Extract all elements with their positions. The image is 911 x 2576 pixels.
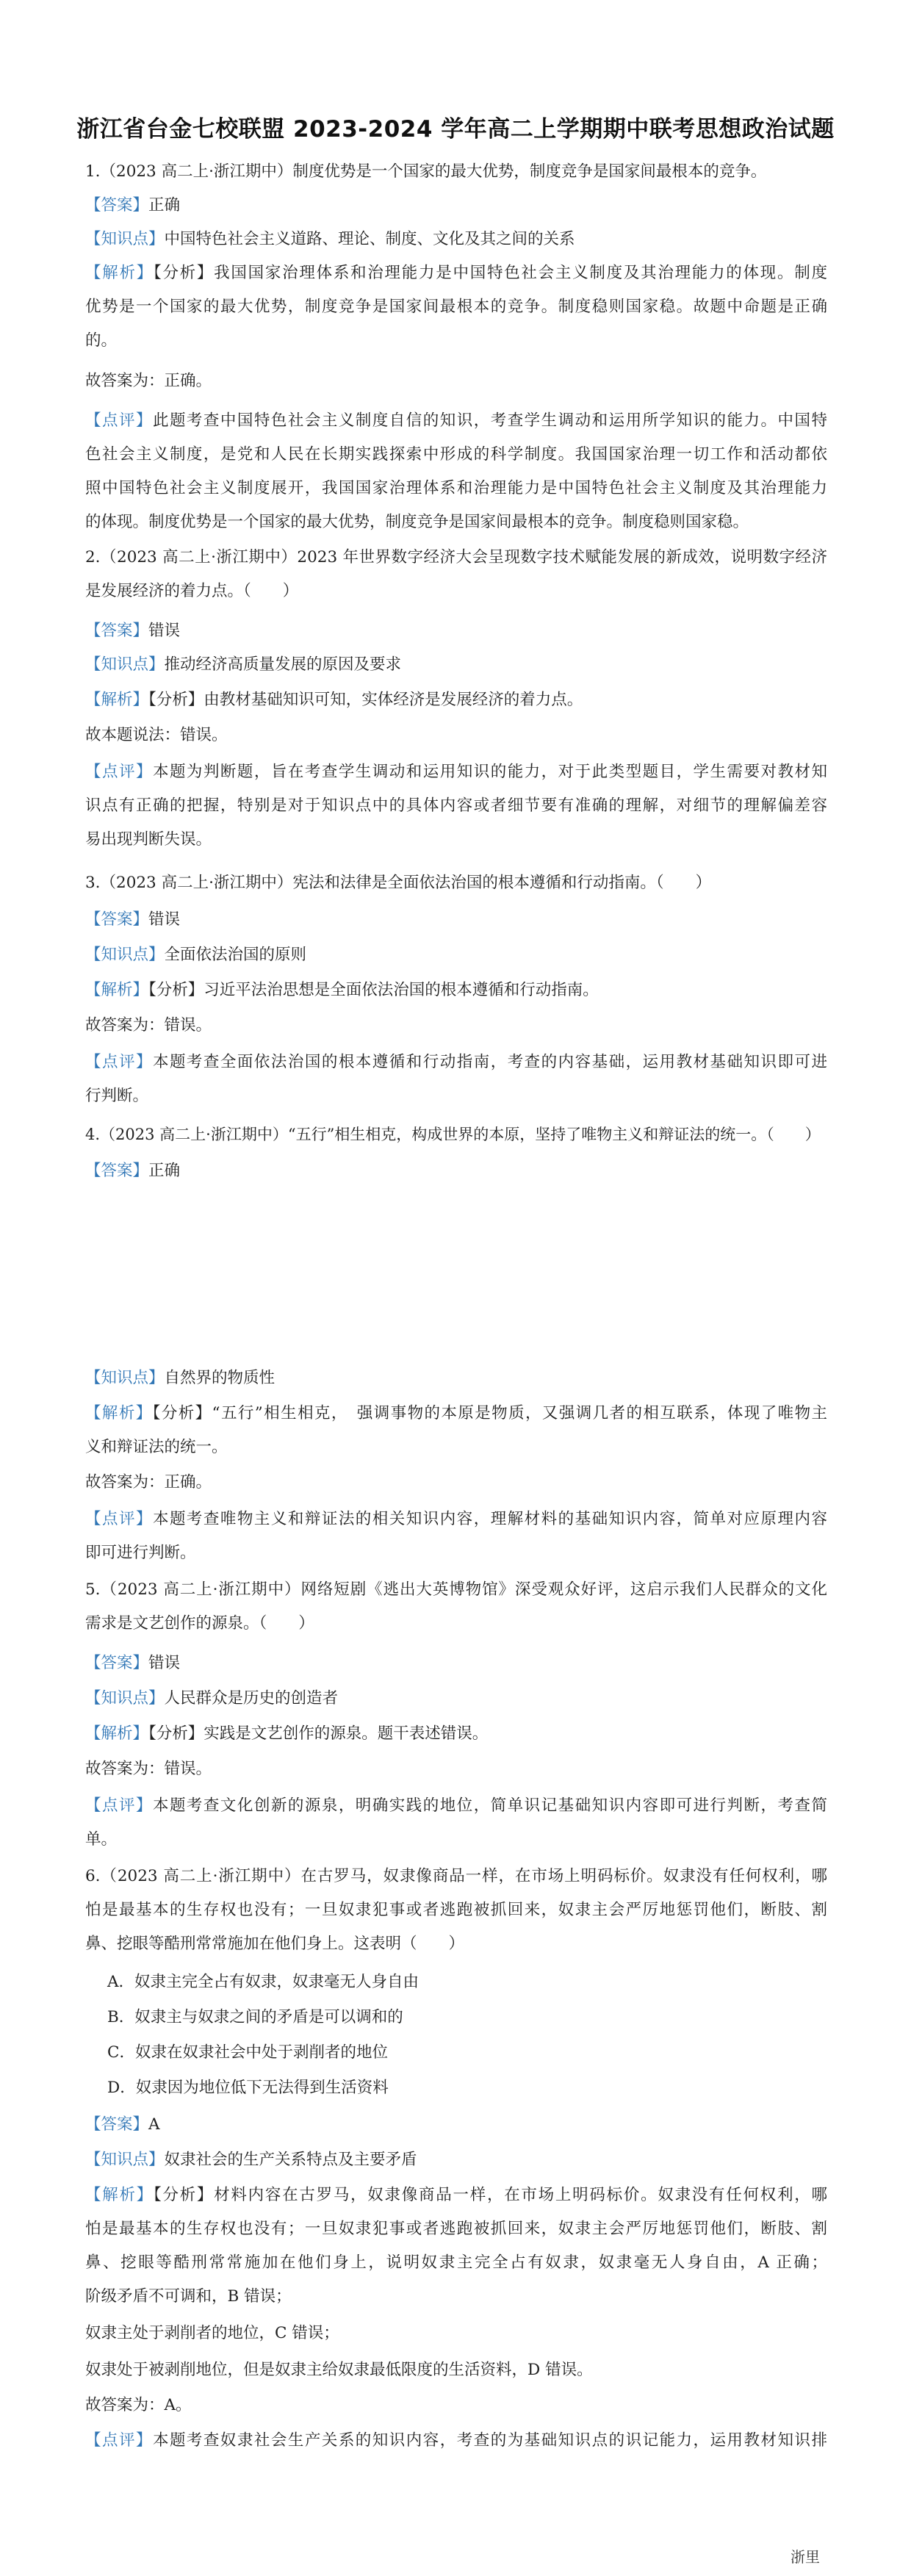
q6-option-a: A．奴隶主完全占有奴隶，奴隶毫无人身自由: [107, 1973, 420, 1991]
q5-knowledge-point: [85, 1688, 827, 1710]
q5-stem-line: 需求是文艺创作的源泉。（ ）: [85, 1614, 314, 1633]
knowledge-point-tag: 【知识点】: [85, 1369, 165, 1387]
q4-analysis-line: 【解析】【分析】“五行”相生相克， 强调事物的本原是物质，又强调几者的相互联系，体现了唯物主: [85, 1404, 827, 1422]
comment-tag: 【点评】: [85, 411, 153, 430]
q1-analysis-line: 【解析】【分析】我国国家治理体系和治理能力是中国特色社会主义制度及其治理能力的体现。制度: [85, 264, 827, 282]
comment-tag: 【点评】: [85, 2431, 153, 2450]
analysis-tag: 【解析】: [85, 981, 149, 999]
q6-analysis-line: 【解析】【分析】材料内容在古罗马，奴隶像商品一样，在市场上明码标价。奴隶没有任何权利，哪: [85, 2186, 827, 2204]
q5-stem-line: 5.（2023 高二上·浙江期中）网络短剧《逃出大英博物馆》深受观众好评，这启示我们人民群众的文化: [85, 1580, 827, 1599]
q3-answer: [85, 909, 827, 931]
knowledge-point-tag: 【知识点】: [85, 946, 165, 964]
answer-tag: 【答案】: [85, 1162, 149, 1180]
comment-tag: 【点评】: [85, 1510, 153, 1528]
q6-conclusion: 故答案为：A。: [85, 2396, 192, 2414]
q1-comment-line: 照中国特色社会主义制度展开，我国国家治理体系和治理能力是中国特色社会主义制度及其治理能力: [85, 479, 827, 497]
q3-knowledge-point: [85, 944, 827, 966]
q6-analysis-line: 阶级矛盾不可调和，B 错误；: [85, 2287, 292, 2306]
comment-tag: 【点评】: [85, 763, 153, 781]
q4-answer: [85, 1160, 827, 1182]
answer-value: 错误: [148, 622, 181, 640]
knowledge-point-tag: 【知识点】: [85, 655, 165, 674]
knowledge-point-tag: 【知识点】: [85, 230, 165, 248]
answer-value: 错误: [148, 910, 181, 929]
analysis-tag: 【解析】: [85, 691, 149, 709]
comment-tag: 【点评】: [85, 1053, 153, 1071]
q6-stem-line: 怕是最基本的生存权也没有；一旦奴隶犯事或者逃跑被抓回来，奴隶主会严厉地惩罚他们，断肢、割: [85, 1901, 827, 1919]
q6-option-c: C．奴隶在奴隶社会中处于剥削者的地位: [107, 2043, 388, 2062]
answer-tag: 【答案】: [85, 1654, 149, 1672]
q2-knowledge-point: [85, 654, 827, 676]
q5-conclusion: 故答案为：错误。: [85, 1760, 212, 1778]
q2-comment-line: 易出现判断失误。: [85, 830, 212, 849]
knowledge-point-tag: 【知识点】: [85, 1689, 165, 1708]
q2-comment-line: 识点有正确的把握，特别是对于知识点中的具体内容或者细节要有准确的理解，对细节的理解偏差容: [85, 796, 827, 815]
knowledge-point-value: 中国特色社会主义道路、理论、制度、文化及其之间的关系: [164, 230, 575, 248]
q2-answer: [85, 620, 827, 642]
q4-knowledge-point: [85, 1367, 827, 1389]
q2-stem-line: 是发展经济的着力点。（ ）: [85, 582, 299, 600]
q6-analysis-line: 怕是最基本的生存权也没有；一旦奴隶犯事或者逃跑被抓回来，奴隶主会严厉地惩罚他们，断肢、割: [85, 2220, 827, 2238]
page-footer: 浙里: [791, 2548, 820, 2566]
q1-analysis-line: 的。: [85, 331, 118, 350]
knowledge-point-value: 奴隶社会的生产关系特点及主要矛盾: [164, 2151, 417, 2169]
answer-tag: 【答案】: [85, 910, 149, 929]
q2-conclusion: 故本题说法：错误。: [85, 726, 228, 744]
q6-comment-line: 【点评】本题考查奴隶社会生产关系的知识内容，考查的为基础知识点的识记能力，运用教材知识排: [85, 2431, 827, 2450]
knowledge-point-value: 人民群众是历史的创造者: [164, 1689, 339, 1708]
q4-comment-line: 即可进行判断。: [85, 1544, 196, 1562]
analysis-tag: 【解析】: [85, 1724, 149, 1743]
knowledge-point-tag: 【知识点】: [85, 2151, 165, 2169]
answer-value: 正确: [148, 196, 181, 215]
q3-conclusion: 故答案为：错误。: [85, 1016, 212, 1035]
q1-analysis-line: 优势是一个国家的最大优势，制度竞争是国家间最根本的竞争。制度稳则国家稳。故题中命题是正确: [85, 298, 827, 316]
answer-value: A: [148, 2115, 160, 2134]
q1-conclusion: 故答案为：正确。: [85, 372, 212, 390]
q2-comment-line: 【点评】本题为判断题，旨在考查学生调动和运用知识的能力，对于此类型题目，学生需要对教材知: [85, 763, 827, 781]
q1-answer: [85, 195, 827, 217]
answer-value: 正确: [148, 1162, 181, 1180]
q6-knowledge-point: [85, 2149, 827, 2171]
q6-option-b: B．奴隶主与奴隶之间的矛盾是可以调和的: [107, 2008, 403, 2026]
analysis-tag: 【解析】: [85, 2186, 154, 2204]
q6-analysis-line: 奴隶处于被剥削地位，但是奴隶主给奴隶最低限度的生活资料，D 错误。: [85, 2361, 593, 2379]
q1-comment-line: 色社会主义制度，是党和人民在长期实践探索中形成的科学制度。我国国家治理一切工作和活动都依: [85, 445, 827, 464]
answer-value: 错误: [148, 1654, 181, 1672]
q5-analysis-line: 【解析】【分析】实践是文艺创作的源泉。题干表述错误。: [85, 1724, 489, 1743]
q3-comment-line: 行判断。: [85, 1087, 149, 1105]
q5-comment-line: 单。: [85, 1830, 118, 1849]
answer-tag: 【答案】: [85, 622, 149, 640]
q1-knowledge-point: [85, 229, 827, 251]
q1-comment-line: 的体现。制度优势是一个国家的最大优势，制度竞争是国家间最根本的竞争。制度稳则国家稳。: [85, 513, 749, 531]
answer-tag: 【答案】: [85, 2115, 149, 2134]
comment-tag: 【点评】: [85, 1796, 153, 1815]
q4-comment-line: 【点评】本题考查唯物主义和辩证法的相关知识内容，理解材料的基础知识内容，简单对应原理内容: [85, 1510, 827, 1528]
q6-analysis-line: 奴隶主处于剥削者的地位，C 错误；: [85, 2324, 339, 2342]
page-title: 浙江省台金七校联盟 2023-2024 学年高二上学期期中联考思想政治试题: [76, 116, 835, 143]
analysis-tag: 【解析】: [85, 1404, 153, 1422]
q3-comment-line: 【点评】本题考查全面依法治国的根本遵循和行动指南，考查的内容基础，运用教材基础知识即可进: [85, 1053, 827, 1071]
q6-stem-line: 鼻、挖眼等酷刑常常施加在他们身上。这表明（ ）: [85, 1935, 465, 1953]
knowledge-point-value: 全面依法治国的原则: [164, 946, 307, 964]
q6-option-d: D．奴隶因为地位低下无法得到生活资料: [107, 2079, 389, 2097]
q5-answer: [85, 1652, 827, 1674]
q5-comment-line: 【点评】本题考查文化创新的源泉，明确实践的地位，简单识记基础知识内容即可进行判断，考查简: [85, 1796, 827, 1815]
q2-analysis-line: 【解析】【分析】由教材基础知识可知，实体经济是发展经济的着力点。: [85, 691, 583, 709]
q3-analysis-line: 【解析】【分析】习近平法治思想是全面依法治国的根本遵循和行动指南。: [85, 981, 599, 999]
q3-stem-line: 3.（2023 高二上·浙江期中）宪法和法律是全面依法治国的根本遵循和行动指南。（ ）: [85, 874, 712, 892]
q6-analysis-line: 鼻、挖眼等酷刑常常施加在他们身上，说明奴隶主完全占有奴隶，奴隶毫无人身自由，A 正确；: [85, 2253, 827, 2272]
knowledge-point-value: 自然界的物质性: [164, 1369, 276, 1387]
answer-tag: 【答案】: [85, 196, 149, 215]
q4-analysis-line: 义和辩证法的统一。: [85, 1438, 228, 1456]
q1-comment-line: 【点评】此题考查中国特色社会主义制度自信的知识，考查学生调动和运用所学知识的能力。中国特: [85, 411, 827, 430]
q4-conclusion: 故答案为：正确。: [85, 1473, 212, 1492]
q1-stem-line: 1.（2023 高二上·浙江期中）制度优势是一个国家的最大优势，制度竞争是国家间最根本的竞争。: [85, 162, 767, 181]
q6-stem-line: 6.（2023 高二上·浙江期中）在古罗马，奴隶像商品一样，在市场上明码标价。奴隶没有任何权利，哪: [85, 1867, 827, 1885]
q2-stem-line: 2.（2023 高二上·浙江期中）2023 年世界数字经济大会呈现数字技术赋能发展的新成效，说明数字经济: [85, 548, 827, 566]
q6-answer: [85, 2114, 827, 2136]
knowledge-point-value: 推动经济高质量发展的原因及要求: [164, 655, 402, 674]
analysis-tag: 【解析】: [85, 264, 154, 282]
q4-stem-line: 4.（2023 高二上·浙江期中）“五行”相生相克，构成世界的本原，坚持了唯物主义和辩证法的统一。（ ）: [85, 1126, 821, 1143]
